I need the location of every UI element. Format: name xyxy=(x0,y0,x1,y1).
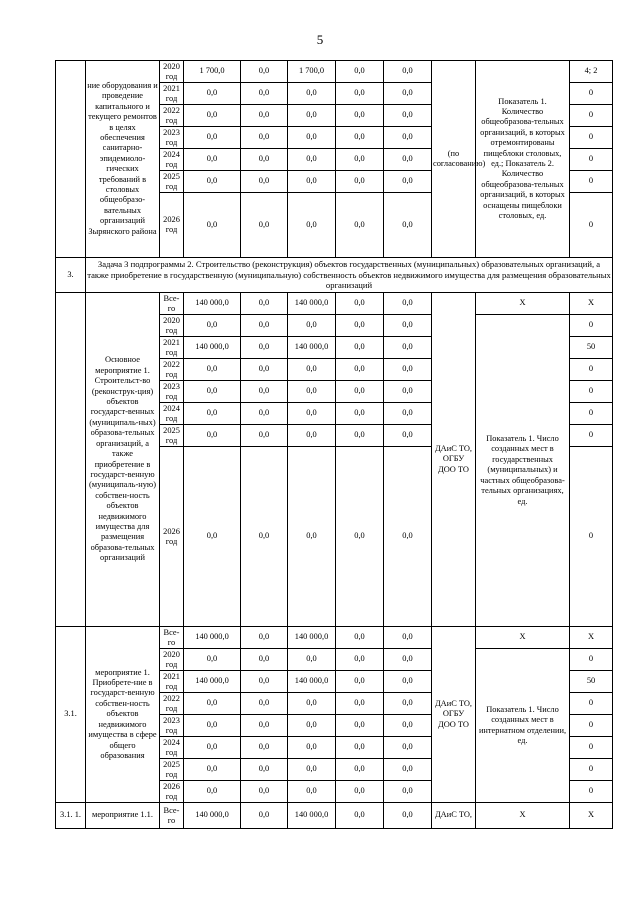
block3-row xyxy=(56,627,613,649)
amount-cell-3: 0,0 xyxy=(288,83,336,105)
year-cell: 2021 год xyxy=(160,671,184,693)
indicator-value-cell: Х xyxy=(570,803,613,829)
indicator-value-cell: 50 xyxy=(570,337,613,359)
indicator-value-cell: 0 xyxy=(570,171,613,193)
year-cell: 2024 год xyxy=(160,737,184,759)
amount-cell-3: 140 000,0 xyxy=(288,337,336,359)
indicator-name-cell: Показатель 1. Количество общеобразова-тельных организаций, в которых отремонтированы пищеблоки столовых, ед.; Показатель 2. Количество общеобразова-тельных организаций, в которых оснащены пищеблоки столовых, ед. xyxy=(476,61,570,258)
amount-cell-3: 0,0 xyxy=(288,171,336,193)
amount-cell-5: 0,0 xyxy=(384,315,432,337)
amount-cell-4: 0,0 xyxy=(336,627,384,649)
amount-cell-5: 0,0 xyxy=(384,649,432,671)
task-title-cell: Задача 3 подпрограммы 2. Строительство (реконструкция) объектов государственных (муниципальных) образовательных организаций, а также приобретение в государственную (муниципальную) собственность объектов недвижимого имущества для размещения образовательных организаций xyxy=(86,258,613,293)
amount-cell-5: 0,0 xyxy=(384,627,432,649)
amount-cell-4: 0,0 xyxy=(336,803,384,829)
amount-cell-5: 0,0 xyxy=(384,803,432,829)
activity-name-cell: Основное мероприятие 1. Строительст-во (реконструк-ция) объектов государст-венных (муниципаль-ных) образова-тельных организаций, а также приобретение в государст-венную (муниципаль-ную) собствен-ность объектов недвижимого имущества для размещения образова-тельных организаций xyxy=(86,293,160,627)
amount-cell-4: 0,0 xyxy=(336,649,384,671)
indicator-value-cell: 0 xyxy=(570,359,613,381)
indicator-value-cell: 0 xyxy=(570,447,613,627)
indicator-value-cell: 0 xyxy=(570,781,613,803)
amount-cell-5: 0,0 xyxy=(384,61,432,83)
amount-cell-1: 0,0 xyxy=(184,447,241,627)
indicator-value-cell: 50 xyxy=(570,671,613,693)
amount-cell-3: 0,0 xyxy=(288,359,336,381)
amount-cell-1: 0,0 xyxy=(184,149,241,171)
amount-cell-5: 0,0 xyxy=(384,337,432,359)
indicator-value-cell: 0 xyxy=(570,425,613,447)
amount-cell-4: 0,0 xyxy=(336,127,384,149)
amount-cell-3: 140 000,0 xyxy=(288,627,336,649)
amount-cell-1: 0,0 xyxy=(184,105,241,127)
indicator-name-cell: Показатель 1. Число созданных мест в интернатном отделении, ед. xyxy=(476,649,570,803)
amount-cell-5: 0,0 xyxy=(384,193,432,258)
amount-cell-5: 0,0 xyxy=(384,737,432,759)
amount-cell-5: 0,0 xyxy=(384,759,432,781)
amount-cell-4: 0,0 xyxy=(336,737,384,759)
amount-cell-3: 0,0 xyxy=(288,403,336,425)
table-body xyxy=(56,61,613,829)
indicator-value-cell: 0 xyxy=(570,315,613,337)
number-cell xyxy=(56,61,86,258)
amount-cell-2: 0,0 xyxy=(241,149,288,171)
block1-row xyxy=(56,61,613,83)
year-cell: 2026 год xyxy=(160,193,184,258)
amount-cell-5: 0,0 xyxy=(384,781,432,803)
amount-cell-1: 0,0 xyxy=(184,425,241,447)
amount-cell-1: 0,0 xyxy=(184,715,241,737)
amount-cell-1: 0,0 xyxy=(184,381,241,403)
amount-cell-1: 0,0 xyxy=(184,649,241,671)
year-cell: 2025 год xyxy=(160,425,184,447)
indicator-value-cell: 0 xyxy=(570,83,613,105)
amount-cell-3: 140 000,0 xyxy=(288,293,336,315)
amount-cell-1: 0,0 xyxy=(184,781,241,803)
year-cell: 2022 год xyxy=(160,359,184,381)
amount-cell-2: 0,0 xyxy=(241,83,288,105)
executor-cell: ДАиС ТО, xyxy=(432,803,476,829)
amount-cell-5: 0,0 xyxy=(384,127,432,149)
amount-cell-1: 0,0 xyxy=(184,171,241,193)
amount-cell-3: 0,0 xyxy=(288,715,336,737)
year-cell: 2022 год xyxy=(160,693,184,715)
task-row xyxy=(56,258,613,293)
amount-cell-1: 140 000,0 xyxy=(184,671,241,693)
amount-cell-5: 0,0 xyxy=(384,171,432,193)
year-cell: 2026 год xyxy=(160,781,184,803)
activity-name-cell: мероприятие 1. Приобрете-ние в государст-венную собствен-ность объектов недвижимого имущества в сфере общего образования xyxy=(86,627,160,803)
year-cell: 2024 год xyxy=(160,403,184,425)
amount-cell-4: 0,0 xyxy=(336,671,384,693)
year-cell: 2022 год xyxy=(160,105,184,127)
executor-cell: ДАиС ТО, ОГБУ ДОО ТО xyxy=(432,293,476,627)
year-cell: Все-го xyxy=(160,293,184,315)
amount-cell-2: 0,0 xyxy=(241,715,288,737)
amount-cell-2: 0,0 xyxy=(241,315,288,337)
amount-cell-3: 0,0 xyxy=(288,105,336,127)
amount-cell-4: 0,0 xyxy=(336,193,384,258)
amount-cell-1: 0,0 xyxy=(184,403,241,425)
amount-cell-3: 0,0 xyxy=(288,193,336,258)
amount-cell-1: 0,0 xyxy=(184,693,241,715)
indicator-value-cell: Х xyxy=(570,627,613,649)
amount-cell-1: 140 000,0 xyxy=(184,803,241,829)
year-cell: 2023 год xyxy=(160,715,184,737)
amount-cell-3: 0,0 xyxy=(288,315,336,337)
amount-cell-3: 0,0 xyxy=(288,127,336,149)
activity-name-cell: мероприятие 1.1. xyxy=(86,803,160,829)
amount-cell-2: 0,0 xyxy=(241,403,288,425)
amount-cell-4: 0,0 xyxy=(336,315,384,337)
amount-cell-1: 0,0 xyxy=(184,83,241,105)
indicator-value-cell: 0 xyxy=(570,127,613,149)
year-cell: Все-го xyxy=(160,627,184,649)
amount-cell-1: 1 700,0 xyxy=(184,61,241,83)
amount-cell-1: 0,0 xyxy=(184,193,241,258)
indicator-value-cell: 0 xyxy=(570,149,613,171)
amount-cell-2: 0,0 xyxy=(241,127,288,149)
amount-cell-4: 0,0 xyxy=(336,759,384,781)
indicator-value-cell: 0 xyxy=(570,381,613,403)
activity-name-cell: ние оборудования и проведение капитального и текущего ремонтов в целях обеспечения санитарно-эпидемиоло-гических требований в столовых общеобразо-вательных организаций Зырянского района xyxy=(86,61,160,258)
amount-cell-3: 0,0 xyxy=(288,447,336,627)
executor-cell: (по согласованию) xyxy=(432,61,476,258)
amount-cell-1: 140 000,0 xyxy=(184,627,241,649)
amount-cell-2: 0,0 xyxy=(241,381,288,403)
amount-cell-4: 0,0 xyxy=(336,403,384,425)
amount-cell-2: 0,0 xyxy=(241,425,288,447)
amount-cell-4: 0,0 xyxy=(336,83,384,105)
amount-cell-3: 0,0 xyxy=(288,425,336,447)
amount-cell-4: 0,0 xyxy=(336,337,384,359)
amount-cell-1: 140 000,0 xyxy=(184,293,241,315)
amount-cell-4: 0,0 xyxy=(336,425,384,447)
amount-cell-2: 0,0 xyxy=(241,693,288,715)
amount-cell-4: 0,0 xyxy=(336,381,384,403)
amount-cell-2: 0,0 xyxy=(241,293,288,315)
amount-cell-2: 0,0 xyxy=(241,737,288,759)
amount-cell-5: 0,0 xyxy=(384,83,432,105)
amount-cell-2: 0,0 xyxy=(241,803,288,829)
amount-cell-2: 0,0 xyxy=(241,649,288,671)
indicator-value-cell: 0 xyxy=(570,737,613,759)
amount-cell-4: 0,0 xyxy=(336,105,384,127)
amount-cell-4: 0,0 xyxy=(336,293,384,315)
block2-row xyxy=(56,293,613,315)
amount-cell-5: 0,0 xyxy=(384,293,432,315)
amount-cell-5: 0,0 xyxy=(384,403,432,425)
amount-cell-2: 0,0 xyxy=(241,61,288,83)
number-cell: 3.1. 1. xyxy=(56,803,86,829)
amount-cell-2: 0,0 xyxy=(241,359,288,381)
amount-cell-5: 0,0 xyxy=(384,671,432,693)
task-number-cell: 3. xyxy=(56,258,86,293)
block4-row xyxy=(56,803,613,829)
indicator-value-cell: 0 xyxy=(570,105,613,127)
indicator-value-cell: 0 xyxy=(570,403,613,425)
amount-cell-2: 0,0 xyxy=(241,671,288,693)
amount-cell-3: 0,0 xyxy=(288,781,336,803)
amount-cell-3: 0,0 xyxy=(288,649,336,671)
year-cell: 2020 год xyxy=(160,61,184,83)
amount-cell-5: 0,0 xyxy=(384,715,432,737)
amount-cell-3: 0,0 xyxy=(288,693,336,715)
year-cell: 2024 год xyxy=(160,149,184,171)
amount-cell-5: 0,0 xyxy=(384,425,432,447)
amount-cell-3: 0,0 xyxy=(288,149,336,171)
amount-cell-3: 0,0 xyxy=(288,737,336,759)
amount-cell-2: 0,0 xyxy=(241,759,288,781)
indicator-value-cell: 0 xyxy=(570,715,613,737)
amount-cell-4: 0,0 xyxy=(336,447,384,627)
indicator-value-cell: 0 xyxy=(570,193,613,258)
year-cell: 2023 год xyxy=(160,127,184,149)
amount-cell-5: 0,0 xyxy=(384,359,432,381)
amount-cell-4: 0,0 xyxy=(336,61,384,83)
year-cell: 2023 год xyxy=(160,381,184,403)
indicator-total-cell: Х xyxy=(476,293,570,315)
page-number: 5 xyxy=(316,32,324,47)
amount-cell-3: 1 700,0 xyxy=(288,61,336,83)
amount-cell-4: 0,0 xyxy=(336,715,384,737)
indicator-total-cell: Х xyxy=(476,627,570,649)
number-cell xyxy=(56,293,86,627)
indicator-value-cell: 0 xyxy=(570,693,613,715)
amount-cell-3: 140 000,0 xyxy=(288,803,336,829)
amount-cell-3: 0,0 xyxy=(288,759,336,781)
year-cell: 2021 год xyxy=(160,337,184,359)
amount-cell-2: 0,0 xyxy=(241,627,288,649)
year-cell: 2026 год xyxy=(160,447,184,627)
indicator-value-cell: 0 xyxy=(570,649,613,671)
year-cell: 2025 год xyxy=(160,171,184,193)
amount-cell-2: 0,0 xyxy=(241,193,288,258)
indicator-value-cell: 0 xyxy=(570,759,613,781)
amount-cell-1: 0,0 xyxy=(184,127,241,149)
amount-cell-2: 0,0 xyxy=(241,171,288,193)
amount-cell-4: 0,0 xyxy=(336,359,384,381)
executor-cell: ДАиС ТО, ОГБУ ДОО ТО xyxy=(432,627,476,803)
indicator-name-cell: Показатель 1. Число созданных мест в государственных (муниципальных) и частных общеобразова-тельных организациях, ед. xyxy=(476,315,570,627)
amount-cell-4: 0,0 xyxy=(336,149,384,171)
amount-cell-1: 0,0 xyxy=(184,315,241,337)
amount-cell-5: 0,0 xyxy=(384,381,432,403)
amount-cell-4: 0,0 xyxy=(336,781,384,803)
number-cell: 3.1. xyxy=(56,627,86,803)
amount-cell-1: 0,0 xyxy=(184,759,241,781)
indicator-value-cell: 4; 2 xyxy=(570,61,613,83)
amount-cell-5: 0,0 xyxy=(384,693,432,715)
year-cell: Все-го xyxy=(160,803,184,829)
amount-cell-2: 0,0 xyxy=(241,105,288,127)
amount-cell-2: 0,0 xyxy=(241,337,288,359)
amount-cell-2: 0,0 xyxy=(241,447,288,627)
year-cell: 2020 год xyxy=(160,315,184,337)
indicator-value-cell: Х xyxy=(570,293,613,315)
amount-cell-3: 140 000,0 xyxy=(288,671,336,693)
year-cell: 2020 год xyxy=(160,649,184,671)
program-table xyxy=(55,60,613,829)
amount-cell-4: 0,0 xyxy=(336,171,384,193)
year-cell: 2025 год xyxy=(160,759,184,781)
amount-cell-1: 0,0 xyxy=(184,359,241,381)
amount-cell-3: 0,0 xyxy=(288,381,336,403)
amount-cell-5: 0,0 xyxy=(384,105,432,127)
amount-cell-1: 140 000,0 xyxy=(184,337,241,359)
amount-cell-5: 0,0 xyxy=(384,447,432,627)
amount-cell-1: 0,0 xyxy=(184,737,241,759)
year-cell: 2021 год xyxy=(160,83,184,105)
amount-cell-5: 0,0 xyxy=(384,149,432,171)
amount-cell-4: 0,0 xyxy=(336,693,384,715)
amount-cell-2: 0,0 xyxy=(241,781,288,803)
indicator-total-cell: Х xyxy=(476,803,570,829)
